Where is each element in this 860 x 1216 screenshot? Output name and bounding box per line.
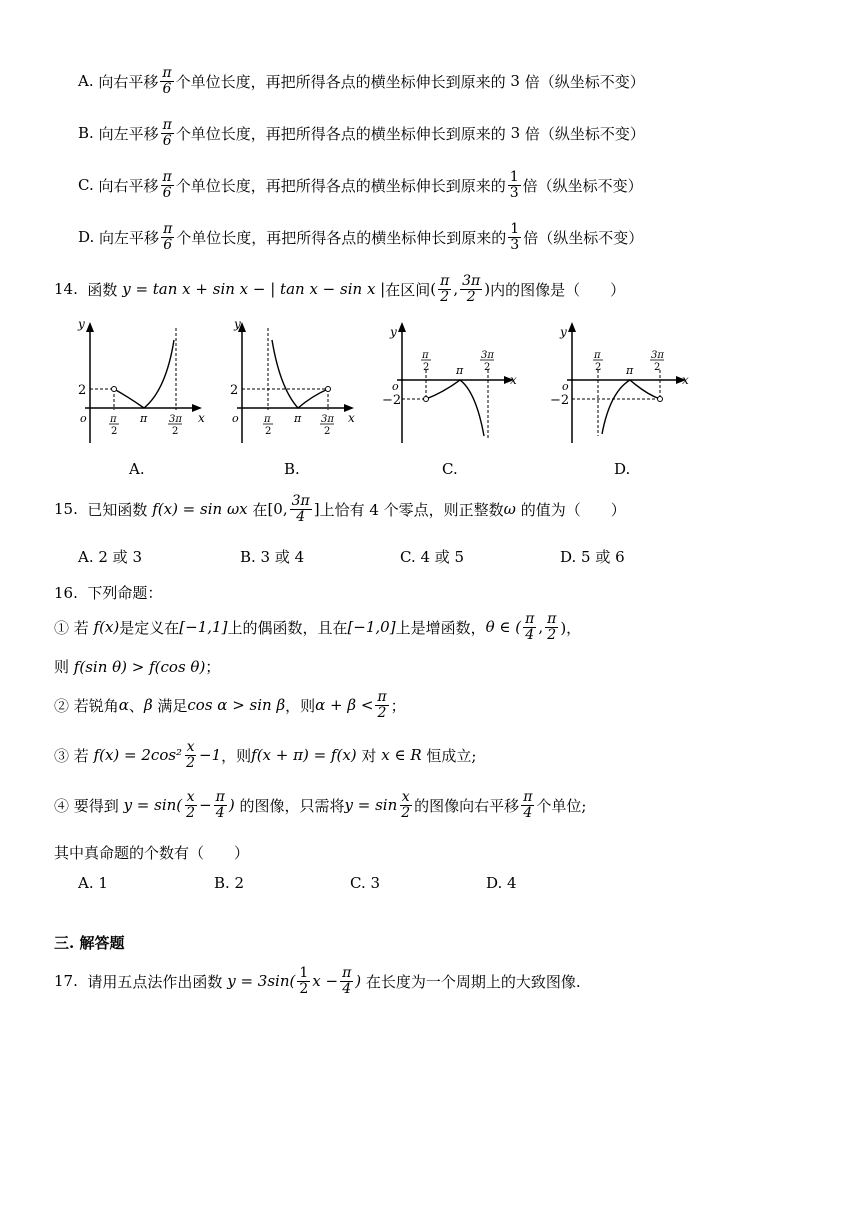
math-expr: y = sin <box>344 796 398 815</box>
y-tick-label: −2 <box>382 393 402 408</box>
tick-num: π <box>264 414 271 425</box>
q15-choice-d: D. 5 或 6 <box>560 548 625 566</box>
tick-num: π <box>110 414 117 425</box>
q17-stem <box>54 966 581 996</box>
frac-den: 2 <box>299 980 309 997</box>
question-number: 14. <box>54 280 78 299</box>
tick-label-pi: π <box>140 412 148 425</box>
frac-num: π <box>163 221 173 237</box>
tick-den: 2 <box>111 426 118 437</box>
stem-text: ④ 要得到 <box>54 796 119 815</box>
shift-fraction <box>161 222 174 252</box>
tick-label-pi: π <box>294 412 302 425</box>
math-expr: −1 <box>199 746 222 765</box>
tick-label-pi: π <box>456 364 464 377</box>
q16-title <box>54 582 162 603</box>
frac-num: x <box>186 789 195 805</box>
frac-num: π <box>342 965 352 981</box>
frac-den: 2 <box>186 754 195 771</box>
frac-den: 4 <box>215 804 225 821</box>
x-axis-label: x <box>510 373 517 387</box>
graph-label-d: D. <box>614 460 631 478</box>
frac <box>523 612 536 642</box>
stem-text: 上的偶函数，且在 <box>227 618 348 637</box>
frac-num: 1 <box>509 169 519 185</box>
q16-choice-d: D. 4 <box>486 874 517 892</box>
option-middle: 个单位长度，再把所得各点的横坐标伸长到原来的 <box>175 176 506 195</box>
y-axis-label: y <box>390 325 397 339</box>
math-expr: [−1,0] <box>347 618 396 637</box>
frac-num: 1 <box>510 221 520 237</box>
frac-num: π <box>162 169 172 185</box>
option-direction: 向左平移 <box>98 124 159 143</box>
shift-fraction <box>161 118 174 148</box>
stem-text: 满足 <box>157 696 188 715</box>
frac-den: 2 <box>440 288 450 305</box>
frac-num: 1 <box>299 965 309 981</box>
frac-num: 3π <box>291 493 310 509</box>
y-axis-label: y <box>234 318 241 331</box>
frac <box>297 966 310 996</box>
frac <box>184 740 197 770</box>
math-expr: β <box>143 696 153 715</box>
tick-num: 3π <box>651 350 664 361</box>
tick-num: π <box>422 350 429 361</box>
math-expr: α + β < <box>315 696 374 715</box>
frac-num: π <box>547 611 557 627</box>
tick-label-pi: π <box>626 364 634 377</box>
option-middle: 个单位长度，再把所得各点的横坐标伸长到原来的 <box>175 124 506 143</box>
math-expr: ) <box>355 972 362 991</box>
origin-label: o <box>232 412 239 425</box>
math-expr: [−1,1] <box>179 618 228 637</box>
q16-proposition-1a: ① 若 f(x) 是定义在 [−1,1] 上的偶函数，且在 [−1,0] 上是增函数， θ ∈ ( $\frac{\pi}{4}$ , $\frac{\pi}{2}$ )， <box>54 611 582 643</box>
q16-summary <box>54 842 249 863</box>
frac-num: π <box>377 689 387 705</box>
stem-text: ② 若锐角 <box>54 696 119 715</box>
frac-num: x <box>401 789 410 805</box>
multiplier-fraction <box>508 170 521 200</box>
stem-text: 内的图像是（ ） <box>490 280 626 299</box>
frac-den: 3 <box>510 236 520 253</box>
interval-close: ) <box>484 280 491 299</box>
stem-text: ① 若 <box>54 618 89 637</box>
frac-den: 6 <box>162 132 172 149</box>
option-label: A. <box>78 72 94 91</box>
x-axis-label: x <box>198 411 205 425</box>
frac-num: π <box>162 117 172 133</box>
q15-choice-a: A. 2 或 3 <box>78 548 142 566</box>
frac-den: 2 <box>186 804 196 821</box>
origin-label: o <box>80 412 87 425</box>
graph-label-c: C. <box>442 460 458 478</box>
frac-den: 6 <box>162 80 172 97</box>
frac-den: 4 <box>523 804 533 821</box>
frac <box>184 790 197 820</box>
frac-num: π <box>525 611 535 627</box>
frac <box>399 790 412 820</box>
tick-num: 3π <box>321 414 334 425</box>
x-axis-label: x <box>682 373 689 387</box>
math-expr: f(x) = 2cos² <box>93 746 183 765</box>
frac <box>521 790 534 820</box>
frac-num: π <box>440 273 450 289</box>
stem-text: 则 <box>54 658 70 676</box>
stem-text: 上恰有 4 个零点，则正整数 <box>319 500 504 519</box>
frac-den: 4 <box>296 508 306 525</box>
math-expr: cos α > sin β <box>187 696 286 715</box>
origin-label: o <box>392 380 399 393</box>
stem-text: 请用五点法作出函数 <box>87 972 223 991</box>
stem-text: 个单位; <box>536 796 587 815</box>
y-axis-arrow-icon <box>86 322 94 332</box>
interval-end <box>460 274 482 304</box>
q13-option-a <box>78 66 645 96</box>
section-heading: 三. 解答题 <box>54 934 125 952</box>
frac-num: π <box>215 789 225 805</box>
open-point <box>326 387 331 392</box>
math-expr: ) <box>228 796 235 815</box>
open-point <box>658 397 663 402</box>
frac <box>375 690 388 720</box>
function-expression: f(x) = sin ωx <box>152 500 248 519</box>
y-tick-label: −2 <box>550 393 570 408</box>
q13-option-c <box>78 170 643 200</box>
stem-text: ，则 <box>285 696 316 715</box>
math-expr: f(x) <box>93 618 120 637</box>
function-expression: y = tan x + sin x − | tan x − sin x | <box>122 280 386 299</box>
open-point <box>424 397 429 402</box>
frac-den: 2 <box>547 626 557 643</box>
omega-symbol: ω <box>503 500 516 519</box>
graph-label-a: A. <box>129 460 145 478</box>
math-expr: α <box>118 696 129 715</box>
interval-open: ( <box>430 280 437 299</box>
math-expr: y = 3sin( <box>227 972 296 991</box>
y-axis-arrow-icon <box>568 322 576 332</box>
option-multiplier: 3 <box>510 72 520 91</box>
option-middle: 个单位长度，再把所得各点的横坐标伸长到原来的 <box>176 228 507 247</box>
q13-option-d <box>78 222 643 252</box>
stem-text: 在长度为一个周期上的大致图像. <box>365 972 581 991</box>
option-direction: 向右平移 <box>98 72 159 91</box>
q15-choice-c: C. 4 或 5 <box>400 548 465 566</box>
option-label: B. <box>78 124 94 143</box>
y-tick-label: 2 <box>230 383 239 398</box>
q16-proposition-2 <box>54 690 406 720</box>
frac-den: 4 <box>342 980 352 997</box>
stem-text: 下列命题： <box>87 584 163 602</box>
frac-num: π <box>162 65 172 81</box>
stem-text: 上是增函数， <box>395 618 486 637</box>
stem-text: ，则 <box>221 746 252 765</box>
tick-den: 2 <box>595 362 602 373</box>
stem-text: ； <box>205 658 221 676</box>
q16-choice-a: A. 1 <box>78 874 108 892</box>
frac-num: π <box>523 789 533 805</box>
stem-text: 对 <box>361 746 377 765</box>
graph-c <box>380 318 525 448</box>
frac-den: 2 <box>377 704 387 721</box>
interval-open: [0, <box>267 500 288 519</box>
open-point <box>112 387 117 392</box>
q15-stem <box>54 494 626 524</box>
y-axis-label: y <box>560 325 567 339</box>
math-expr: − <box>199 796 212 815</box>
tick-den: 2 <box>265 426 272 437</box>
frac-den: 2 <box>466 288 476 305</box>
y-tick-label: 2 <box>78 383 87 398</box>
option-middle: 个单位长度，再把所得各点的横坐标伸长到原来的 <box>175 72 506 91</box>
option-direction: 向右平移 <box>98 176 159 195</box>
stem-text: 的图像，只需将 <box>239 796 345 815</box>
option-tail: 倍（纵坐标不变） <box>524 124 645 143</box>
stem-text: ； <box>390 696 406 715</box>
graph-label-b: B. <box>284 460 300 478</box>
stem-text: )， <box>560 618 582 637</box>
interval-start <box>438 274 451 304</box>
q16-choice-c: C. 3 <box>350 874 381 892</box>
frac <box>545 612 558 642</box>
stem-text: 、 <box>128 696 144 715</box>
math-expr: x ∈ R <box>381 746 422 765</box>
shift-fraction <box>160 66 173 96</box>
option-tail: 倍（纵坐标不变） <box>523 228 644 247</box>
frac-num: x <box>186 739 195 755</box>
math-expr: f(x + π) = f(x) <box>251 746 357 765</box>
frac-den: 4 <box>525 626 535 643</box>
question-number: 17. <box>54 972 78 991</box>
function-curve <box>602 380 660 434</box>
interval-end <box>290 494 312 524</box>
graph-a <box>70 318 210 448</box>
origin-label: o <box>562 380 569 393</box>
math-expr: x − <box>312 972 339 991</box>
frac <box>340 966 353 996</box>
q13-option-b <box>78 118 645 148</box>
tick-num: 3π <box>481 350 494 361</box>
shift-fraction <box>161 170 174 200</box>
q16-choice-b: B. 2 <box>214 874 245 892</box>
option-multiplier: 3 <box>510 124 521 143</box>
question-number: 15. <box>54 500 78 519</box>
tick-den: 2 <box>654 362 661 373</box>
frac-den: 6 <box>163 236 173 253</box>
function-curve <box>426 380 484 436</box>
stem-text: 的图像向右平移 <box>414 796 520 815</box>
function-curve <box>272 340 328 408</box>
graph-d <box>548 318 698 448</box>
q16-proposition-3 <box>54 740 476 770</box>
frac <box>214 790 227 820</box>
math-expr: f(sin θ) > f(cos θ) <box>73 657 206 676</box>
interval-close: ] <box>313 500 320 519</box>
tick-num: π <box>594 350 601 361</box>
stem-text: 是定义在 <box>119 618 180 637</box>
tick-num: 3π <box>169 414 182 425</box>
q15-choice-b: B. 3 或 4 <box>240 548 305 566</box>
stem-text: 恒成立; <box>426 746 477 765</box>
q14-stem: 14. 函数 y = tan x + sin x − | tan x − sin x | 在区间 ( $\frac{\pi}{2}$ , $\frac{3\pi}{2}$ ) 内的图像是（ ） <box>54 273 626 305</box>
stem-text: 在区间 <box>385 280 431 299</box>
frac-den: 3 <box>509 184 519 201</box>
stem-text: 在 <box>252 500 268 519</box>
stem-text: ③ 若 <box>54 746 89 765</box>
option-direction: 向左平移 <box>99 228 160 247</box>
tick-den: 2 <box>423 362 430 373</box>
q16-proposition-1b <box>54 656 220 677</box>
tick-den: 2 <box>484 362 491 373</box>
option-tail: 倍（纵坐标不变） <box>522 176 643 195</box>
option-tail: 倍（纵坐标不变） <box>524 72 645 91</box>
frac-den: 6 <box>162 184 172 201</box>
q16-proposition-4 <box>54 790 586 820</box>
stem-text: 其中真命题的个数有（ ） <box>54 844 250 862</box>
math-expr: y = sin( <box>123 796 183 815</box>
question-number: 16. <box>54 583 78 602</box>
stem-text: 函数 <box>87 280 118 299</box>
graph-b <box>226 318 366 448</box>
frac-num: 3π <box>462 273 481 289</box>
x-axis-label: x <box>348 411 355 425</box>
tick-den: 2 <box>324 426 331 437</box>
option-label: C. <box>78 176 94 195</box>
stem-text: 的值为（ ） <box>520 500 626 519</box>
math-expr: θ ∈ ( <box>485 618 522 637</box>
stem-text: 已知函数 <box>87 500 148 519</box>
tick-den: 2 <box>172 426 179 437</box>
y-axis-label: y <box>78 318 85 331</box>
y-axis-arrow-icon <box>398 322 406 332</box>
multiplier-fraction <box>508 222 521 252</box>
option-label: D. <box>78 228 95 247</box>
function-curve <box>114 340 174 408</box>
frac-den: 2 <box>401 804 411 821</box>
